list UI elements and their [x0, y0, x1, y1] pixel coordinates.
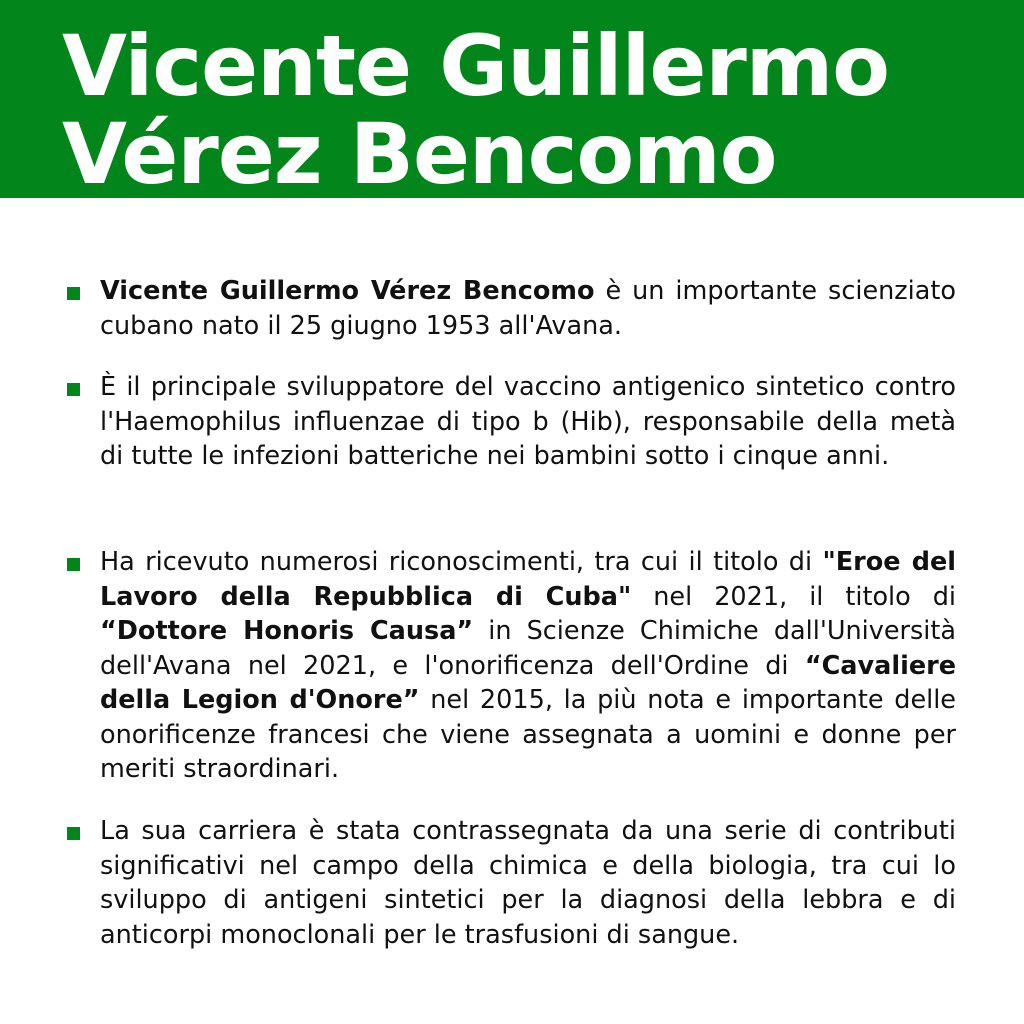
square-bullet-icon — [67, 827, 80, 840]
bullet-text — [100, 274, 956, 343]
bold-award-hero: "Eroe del Lavoro della Repubblica di Cuba" — [100, 547, 956, 612]
page-title — [62, 17, 890, 203]
square-bullet-icon — [67, 383, 80, 396]
bullet-text: La sua carriera è stata contrassegnata da una serie di contributi significativi nel campo della chimica e della biologia, tra cui lo sviluppo di antigeni sintetici per la diagnosi della lebbra e di anticorpi monoclonali per le trasfusioni di sangue. — [100, 816, 956, 950]
bold-award-legion: “Cavaliere della Legion d'Onore” — [100, 650, 956, 715]
bullet-text — [100, 545, 956, 787]
bullet-item-career — [100, 814, 956, 952]
text-span: nel 2021, il titolo di — [631, 581, 956, 612]
text-span: Ha ricevuto numerosi riconoscimenti, tra cui il titolo di — [100, 547, 823, 577]
bullet-text: È il principale sviluppatore del vaccino antigenico sintetico contro l'Haemophilus influenzae di tipo b (Hib), responsabile della metà di tutte le infezioni batteriche nei bambini sotto i cinque anni. — [100, 372, 956, 471]
square-bullet-icon — [67, 558, 80, 571]
square-bullet-icon — [67, 287, 80, 300]
bold-award-doctor: “Dottore Honoris Causa” — [100, 616, 474, 646]
title-line-1: Vicente Guillermo — [62, 17, 890, 115]
bullet-item-awards — [100, 545, 956, 787]
bullet-item-vaccine — [100, 370, 956, 474]
text-span: in Scienze Chimiche dall'Università dell'Avana nel 2021, e l'onorificenza dell'Ordine di — [100, 616, 956, 681]
title-line-2: Vérez Bencomo — [62, 105, 777, 203]
text-span: è un importante scienziato cubano nato il 25 giugno 1953 all'Avana. — [100, 276, 956, 341]
bold-name: Vicente Guillermo Vérez Bencomo — [100, 276, 595, 306]
text-span: nel 2015, la più nota e importante delle onorificenze francesi che viene assegnata a uomini e donne per meriti straordinari. — [100, 685, 956, 784]
bullet-item-birth — [100, 274, 956, 343]
